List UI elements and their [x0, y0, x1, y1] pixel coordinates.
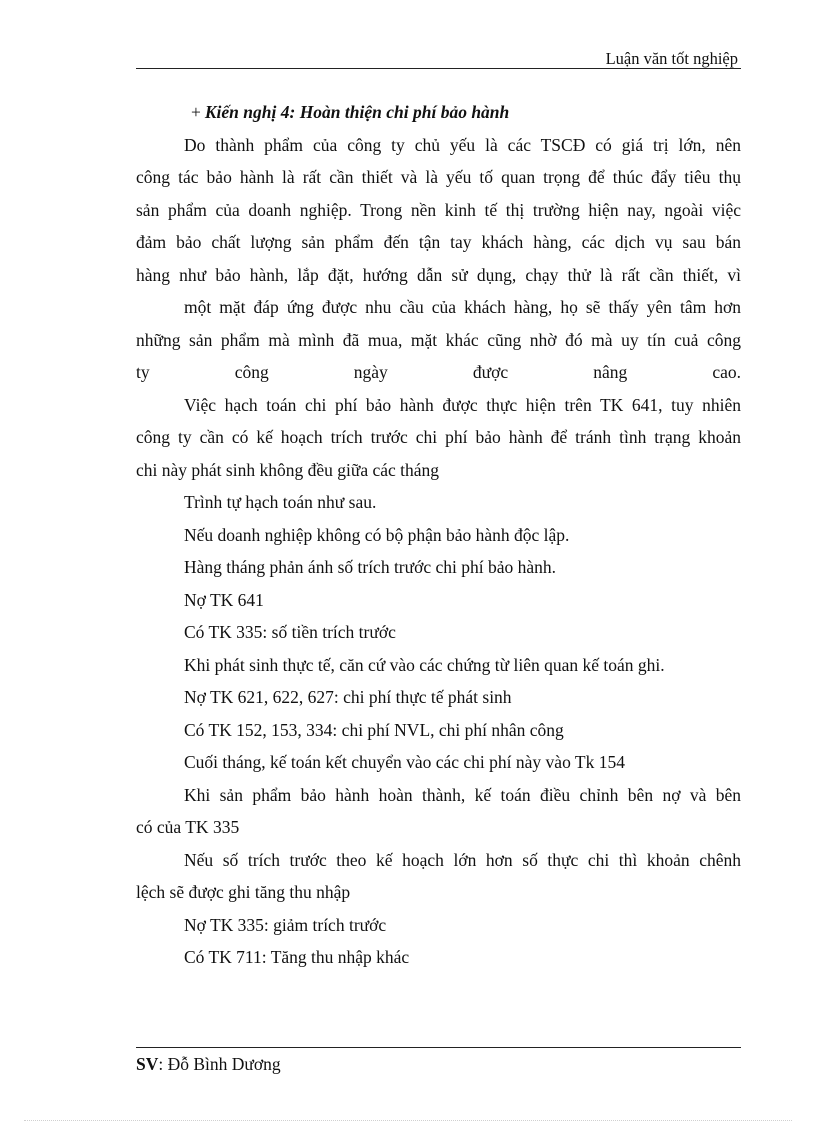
text-line: chi này phát sinh không đều giữa các tháng	[136, 459, 440, 480]
heading-prefix: +	[191, 102, 201, 122]
section-heading	[136, 96, 741, 129]
text-line: Nợ TK 641	[184, 589, 264, 610]
heading-text: Kiến nghị 4: Hoàn thiện chi phí bảo hành	[204, 102, 510, 122]
footer-rule	[136, 1047, 741, 1048]
text-line: Có TK 152, 153, 334: chi phí NVL, chi phí nhân công	[184, 719, 564, 740]
header-rule	[136, 68, 741, 69]
text-line: công ty cần có kế hoạch trích trước chi phí bảo hành để tránh tình trạng khoản	[136, 427, 741, 447]
text-line: hàng như bảo hành, lắp đặt, hướng dẫn sử dụng, chạy thử là rất cần thiết, vì	[136, 264, 741, 285]
text-line: Hàng tháng phản ánh số trích trước chi phí bảo hành.	[184, 557, 557, 577]
footer-label: SV	[136, 1054, 159, 1074]
page-bottom-edge	[24, 1120, 792, 1121]
footer-name: Đỗ Bình Dương	[167, 1054, 281, 1074]
text-line: Cuối tháng, kế toán kết chuyển vào các chi phí này vào Tk 154	[184, 752, 625, 772]
text-line: Có TK 335: số tiền trích trước	[184, 622, 396, 642]
text-line: Nợ TK 621, 622, 627: chi phí thực tế phát sinh	[184, 687, 512, 707]
text-line: Khi sản phẩm bảo hành hoàn thành, kế toán điều chỉnh bên nợ và bên	[184, 784, 741, 805]
text-line: Trình tự hạch toán như sau.	[184, 492, 377, 512]
text-line: Khi phát sinh thực tế, căn cứ vào các chứng từ liên quan kế toán ghi.	[184, 654, 665, 675]
document-body	[136, 96, 741, 974]
text-line: Nếu số trích trước theo kế hoạch lớn hơn số thực chi thì khoản chênh	[184, 849, 741, 870]
text-line: những sản phẩm mà mình đã mua, mặt khác cũng nhờ đó mà uy tín cuả công	[136, 329, 741, 350]
text-line: một mặt đáp ứng được nhu cầu của khách hàng, họ sẽ thấy yên tâm hơn	[184, 297, 741, 317]
text-line: lệch sẽ được ghi tăng thu nhập	[136, 882, 351, 902]
text-line: sản phẩm của doanh nghiệp. Trong nền kinh tế thị trường hiện nay, ngoài việc	[136, 199, 741, 220]
text-line: công tác bảo hành là rất cần thiết và là yếu tố quan trọng để thúc đẩy tiêu thụ	[136, 167, 741, 187]
text-line: Nợ TK 335: giảm trích trước	[184, 914, 387, 935]
page-header-title: Luận văn tốt nghiệp	[605, 49, 738, 68]
text-line: Nếu doanh nghiệp không có bộ phận bảo hành độc lập.	[184, 524, 570, 545]
text-line: đảm bảo chất lượng sản phẩm đến tận tay khách hàng, các dịch vụ sau bán	[136, 232, 741, 252]
text-line: ty công ngày được nâng cao.	[136, 362, 741, 382]
text-line: có của TK 335	[136, 817, 240, 837]
footer-separator: :	[158, 1054, 168, 1074]
text-line: Có TK 711: Tăng thu nhập khác	[184, 947, 410, 967]
text-line: Do thành phẩm của công ty chủ yếu là các TSCĐ có giá trị lớn, nên	[184, 134, 741, 155]
footer-author	[136, 1053, 281, 1075]
text-line: Việc hạch toán chi phí bảo hành được thực hiện trên TK 641, tuy nhiên	[184, 394, 741, 415]
